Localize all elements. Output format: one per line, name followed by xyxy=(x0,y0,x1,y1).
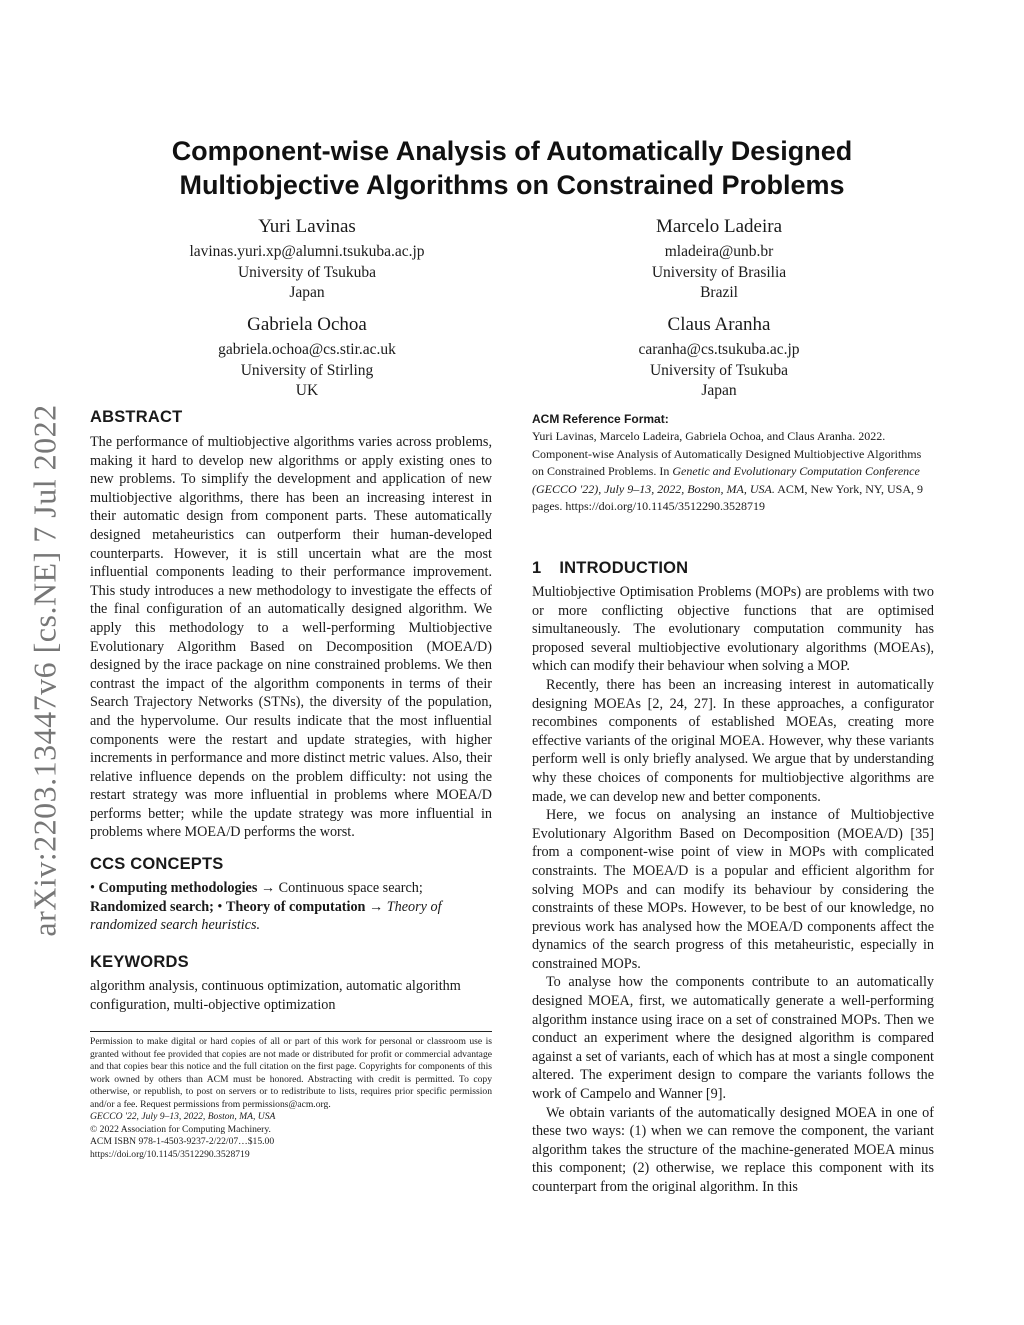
paper-title xyxy=(90,134,934,202)
section-title: INTRODUCTION xyxy=(559,559,689,577)
author-block xyxy=(569,312,869,402)
reference-publisher: ACM, New York, NY, USA, 9 pages. https://doi.org/10.1145/3512290.3528719 xyxy=(532,481,924,513)
reference-venue: Genetic and Evolutionary Computation Conference (GECCO '22), July 9–13, 2022, Boston, MA, USA. xyxy=(532,464,920,496)
author-email: mladeira@unb.br xyxy=(664,243,774,260)
arxiv-stamp-text: arXiv:2203.13447v6 [cs.NE] 7 Jul 2022 xyxy=(26,403,63,937)
author-name: Gabriela Ochoa xyxy=(247,314,367,335)
introduction-body xyxy=(532,583,934,1197)
reference-citation: Yuri Lavinas, Marcelo Ladeira, Gabriela Ochoa, and Claus Aranha. 2022. Component-wise Analysis of Automatically Designed Multiobjective Algorithms on Constrained Problems. In xyxy=(532,429,922,478)
reference-format-heading: ACM Reference Format: xyxy=(532,412,669,426)
title-line-2: Multiobjective Algorithms on Constrained Problems xyxy=(179,170,845,200)
author-email: lavinas.yuri.xp@alumni.tsukuba.ac.jp xyxy=(189,243,425,260)
permission-notice xyxy=(90,1036,492,1161)
author-country: Japan xyxy=(289,284,325,301)
author-country: Brazil xyxy=(700,284,738,301)
ccs-concept-3: Theory of computation xyxy=(225,898,366,915)
ccs-bullet: • xyxy=(217,898,223,915)
keywords-heading: KEYWORDS xyxy=(90,953,189,971)
author-block xyxy=(569,214,869,304)
intro-paragraph: Here, we focus on analysing an instance of Multiobjective Evolutionary Algorithm Based on Decomposition (MOEA/D) [35] from a component-wise point of view in MOPs with complicated constraints. The MOEA/D is a popular and efficient algorithm for solving MOPs and can modify its behaviour by considering the constraints of these MOPs. However, to be best of our knowledge, no previous work has analysed how the MOEA/D components affect the dynamics of the search progress of this metaheuristic, especially in constrained MOPs. xyxy=(532,807,934,972)
author-block xyxy=(157,214,457,304)
intro-paragraph: We obtain variants of the automatically designed MOEA in one of these two ways: (1) when we can remove the component, the variant algorithm takes the structure of the machine-generated MOEA minus this component; (2) otherwise, we replace this component with its counterpart from the original algorithm. In this xyxy=(532,1104,934,1195)
copyright-line: © 2022 Association for Computing Machinery. xyxy=(90,1123,271,1135)
ccs-concept-2: Randomized search; xyxy=(90,898,214,915)
reference-format-body xyxy=(532,428,934,516)
doi-link[interactable]: https://doi.org/10.1145/3512290.3528719 xyxy=(90,1148,250,1160)
author-name: Claus Aranha xyxy=(667,314,771,335)
section-number: 1 xyxy=(532,559,542,577)
isbn-line: ACM ISBN 978-1-4503-9237-2/22/07…$15.00 xyxy=(90,1136,275,1147)
intro-paragraph: Recently, there has been an increasing interest in automatically designing MOEAs [2, 24, 27]. In these approaches, a configurator recombines components of established MOEAs, creating more effective variants of the original MOEA. However, why these variants perform well is only briefly analysed. We argue that by understanding why these choices of components for multiobjective algorithms are made, we can develop new and better components. xyxy=(532,676,934,805)
ccs-concept-1: Computing methodologies xyxy=(98,880,258,896)
introduction-heading xyxy=(532,559,688,578)
author-name: Yuri Lavinas xyxy=(258,216,356,237)
ccs-concepts xyxy=(90,879,492,935)
arxiv-stamp xyxy=(20,380,70,960)
keywords-body xyxy=(90,977,492,1014)
ccs-concept-1-detail: Continuous space search; xyxy=(278,880,423,896)
ccs-concept-3-detail: Theory of randomized search heuristics. xyxy=(90,898,442,934)
permission-text: Permission to make digital or hard copies of all or part of this work for personal or classroom use is granted without fee provided that copies are not made or distributed for profit or commercial advantage and that copies bear this notice and the full citation on the first page. Copyrights for components of this work owned by others than ACM must be honored. Abstracting with credit is permitted. To copy otherwise, or republish, to post on servers or to redistribute to lists, requires prior specific permission and/or a fee. Request permissions from permissions@acm.org. xyxy=(90,1036,492,1110)
ccs-arrow: → xyxy=(369,898,384,915)
author-block xyxy=(157,312,457,402)
author-email: gabriela.ochoa@cs.stir.ac.uk xyxy=(218,341,396,358)
intro-paragraph: To analyse how the components contribute to an automatically designed MOEA, first, we automatically generate a well-performing algorithm instance using irace on a set of constrained MOPs. Then we conduct an experiment where the designed algorithm is compared against a set of variants, each of which has at most a single component altered. The experiment design to compare the variants follows the work of Campelo and Wanner [9]. xyxy=(532,974,934,1103)
abstract-body xyxy=(90,433,492,842)
author-country: Japan xyxy=(701,382,737,399)
author-email: caranha@cs.tsukuba.ac.jp xyxy=(638,341,800,358)
conference-line: GECCO '22, July 9–13, 2022, Boston, MA, USA xyxy=(90,1111,276,1122)
ccs-heading: CCS CONCEPTS xyxy=(90,855,224,873)
abstract-heading: ABSTRACT xyxy=(90,408,183,426)
abstract-text: The performance of multiobjective algorithms varies across problems, making it hard to develop new algorithms or apply existing ones to new problems. To simplify the development and application of new multiobjective algorithms, there has been an increasing interest in their automatic design from component parts. These automatically designed metaheuristics can outperform their human-developed counterparts. However, it is still uncertain what are the most influential components leading to their performance improvement. This study introduces a new methodology to investigate the effects of the final configuration of an automatically designed algorithm. We apply this methodology to a well-performing Multiobjective Evolutionary Algorithm Based on Decomposition (MOEA/D) designed by the irace package on nine constrained problems. We then contrast the impact of the algorithm components in terms of their Search Trajectory Networks (STNs), the diversity of the population, and the hypervolume. Our results indicate that the most influential components were the restart and update strategies, with higher increments in performance and more distinct metric values. Also, their relative influence depends on the problem difficulty: not using the restart strategy was more influential in problems where MOEA/D performs better; while the update strategy was more influential in problems where MOEA/D performs the worst. xyxy=(90,434,492,841)
title-line-1: Component-wise Analysis of Automatically Designed xyxy=(171,136,853,166)
author-country: UK xyxy=(295,382,319,399)
ccs-bullet: • xyxy=(90,880,95,896)
author-affiliation: University of Tsukuba xyxy=(649,361,789,379)
author-name: Marcelo Ladeira xyxy=(655,216,783,237)
keywords-text: algorithm analysis, continuous optimization, automatic algorithm configuration, multi-objective optimization xyxy=(90,978,461,1013)
author-affiliation: University of Brasilia xyxy=(651,263,787,281)
intro-paragraph: Multiobjective Optimisation Problems (MOPs) are problems with two or more conflicting objective functions that are optimised simultaneously. The evolutionary computation community has proposed several multiobjective evolutionary algorithms (MOEAs), which can modify their behaviour when solving a MOP. xyxy=(532,584,934,675)
author-affiliation: University of Tsukuba xyxy=(237,263,377,281)
footnote-divider xyxy=(90,1031,492,1032)
author-affiliation: University of Stirling xyxy=(240,361,374,379)
ccs-arrow: → xyxy=(260,880,276,896)
